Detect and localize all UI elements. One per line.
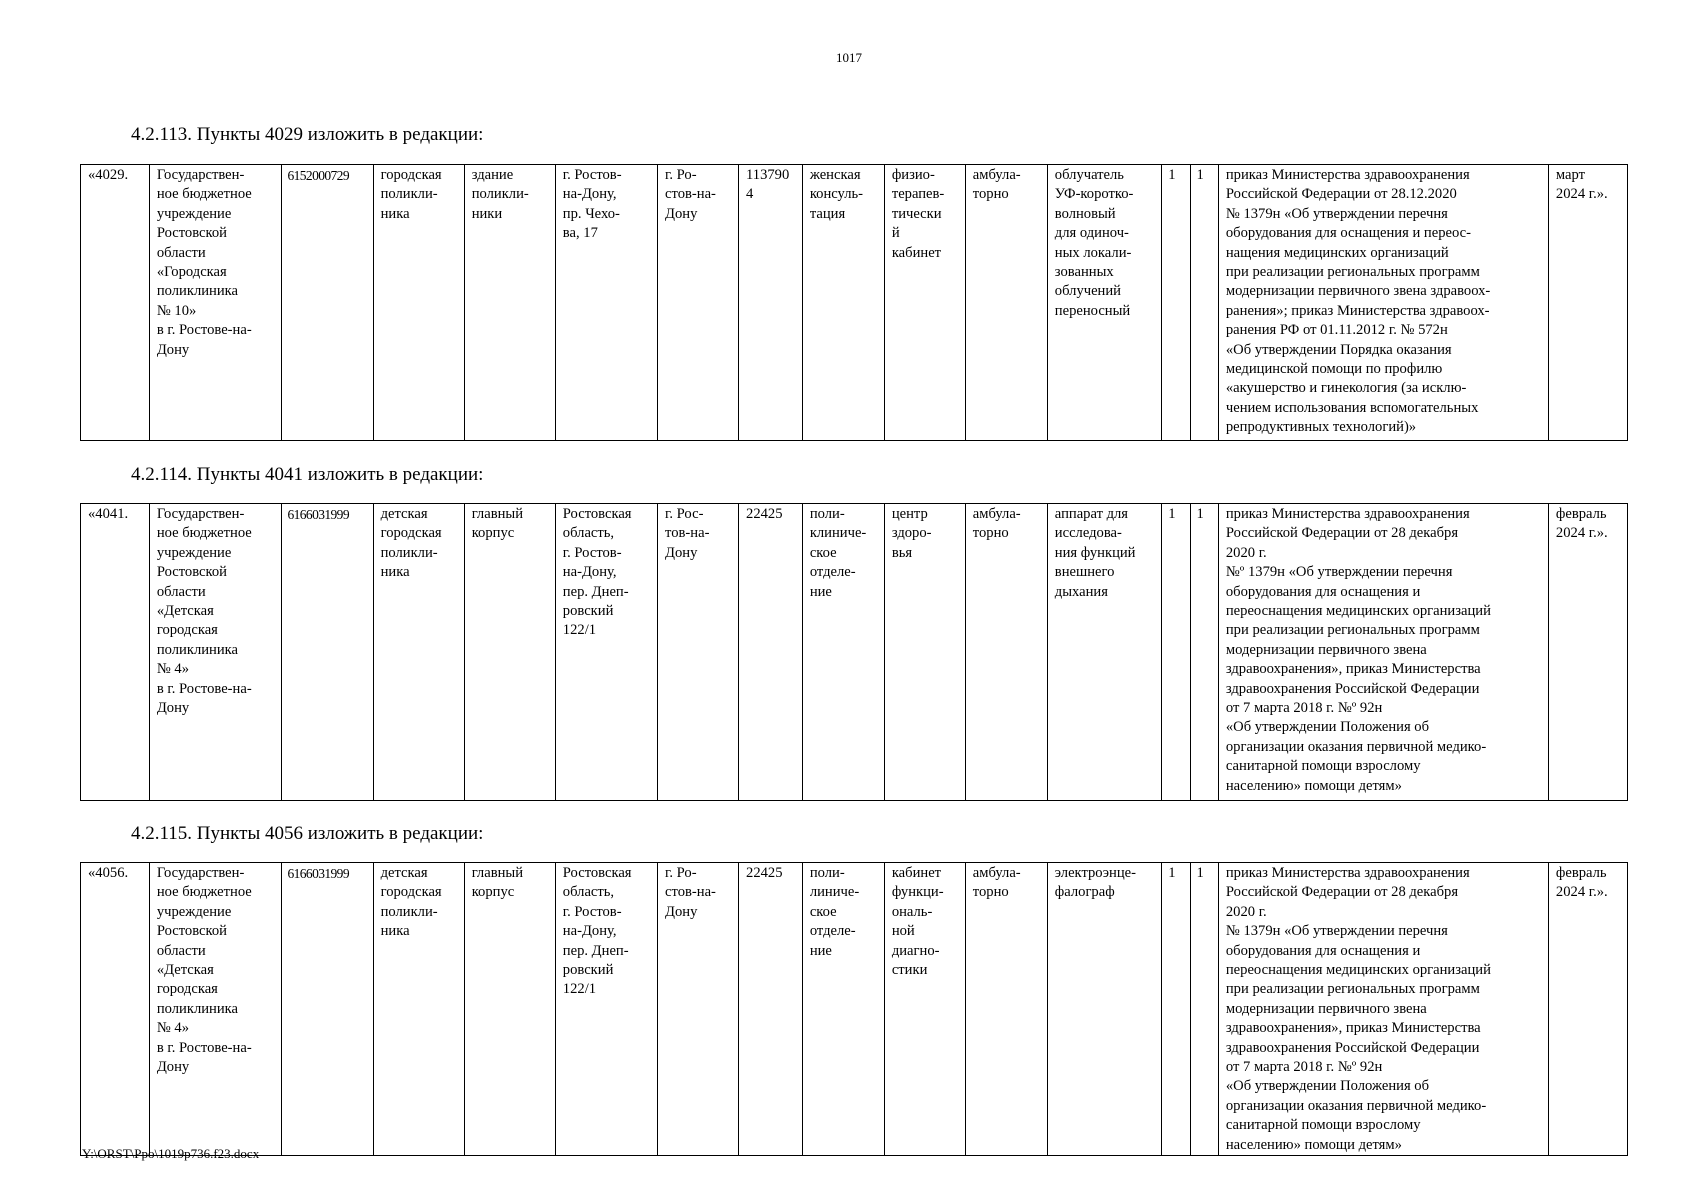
department-cell: поли- линиче- ское отделе- ние bbox=[802, 863, 884, 1156]
section-heading: 4.2.115. Пункты 4056 изложить в редакции: bbox=[131, 823, 484, 844]
section-heading: 4.2.114. Пункты 4041 изложить в редакции: bbox=[131, 464, 484, 485]
city-cell: г. Ро- стов-на- Дону bbox=[658, 165, 739, 441]
quantity-cell: 1 bbox=[1190, 165, 1218, 441]
care-mode-cell: амбула- торно bbox=[965, 863, 1047, 1156]
address-cell: Ростовская область, г. Ростов- на-Дону, пер. Днеп- ровский 122/1 bbox=[555, 863, 657, 1156]
department-cell: поли- клиниче- ское отделе- ние bbox=[802, 504, 884, 801]
legal-basis-cell: приказ Министерства здравоохранения Российской Федерации от 28 декабря 2020 г. №º 1379н «Об утверждении перечня оборудования для оснащения и переоснащения медицинских организаций при реализации региональных программ модернизации первичного звена здравоохранения», приказ Министерства здравоохранения Российской Федерации от 7 марта 2018 г. №º 92н «Об утверждении Положения об организации оказания первичной медико- санитарной помощи взрослому населению» помощи детям» bbox=[1218, 504, 1548, 801]
quantity-cell: 1 bbox=[1162, 504, 1190, 801]
care-mode-cell: амбула- торно bbox=[965, 504, 1047, 801]
address-cell: г. Ростов- на-Дону, пр. Чехо- ва, 17 bbox=[555, 165, 657, 441]
organization-cell: Государствен- ное бюджетное учреждение Ростовской области «Детская городская поликлиника № 4» в г. Ростове-на- Дону bbox=[149, 863, 282, 1156]
inn-cell: 6152000729 bbox=[282, 165, 373, 441]
facility-type-cell: детская городская поликли- ника bbox=[373, 504, 464, 801]
inn-cell: 6166031999 bbox=[282, 863, 373, 1156]
code-cell: 113790 4 bbox=[739, 165, 803, 441]
table-row bbox=[81, 504, 1628, 801]
file-path-footer: Y:\ORST\Ppo\1019p736.f23.docx bbox=[82, 1146, 260, 1161]
legal-basis-cell: приказ Министерства здравоохранения Российской Федерации от 28 декабря 2020 г. № 1379н «Об утверждении перечня оборудования для оснащения и переоснащения медицинских организаций при реализации региональных программ модернизации первичного звена здравоохранения», приказ Министерства здравоохранения Российской Федерации от 7 марта 2018 г. №º 92н «Об утверждении Положения об организации оказания первичной медико- санитарной помощи взрослому населению» помощи детям» bbox=[1218, 863, 1548, 1156]
organization-cell: Государствен- ное бюджетное учреждение Ростовской области «Детская городская поликлиника № 4» в г. Ростове-на- Дону bbox=[149, 504, 282, 801]
amendment-table bbox=[80, 862, 1628, 1156]
item-number-cell: «4029. bbox=[81, 165, 150, 441]
item-number-cell: «4041. bbox=[81, 504, 150, 801]
organization-cell: Государствен- ное бюджетное учреждение Ростовской области «Городская поликлиника № 10» в г. Ростове-на- Дону bbox=[149, 165, 282, 441]
equipment-cell: облучатель УФ-коротко- волновый для одиноч- ных локали- зованных облучений переносный bbox=[1047, 165, 1161, 441]
code-cell: 22425 bbox=[739, 863, 803, 1156]
table-row bbox=[81, 863, 1628, 1156]
item-number-cell: «4056. bbox=[81, 863, 150, 1156]
table-row bbox=[81, 165, 1628, 441]
building-cell: главный корпус bbox=[464, 504, 555, 801]
building-cell: здание поликли- ники bbox=[464, 165, 555, 441]
legal-basis-cell: приказ Министерства здравоохранения Российской Федерации от 28.12.2020 № 1379н «Об утверждении перечня оборудования для оснащения и переос- нащения медицинских организаций при реализации региональных программ модернизации первичного звена здравоох- ранения»; приказ Министерства здравоох- ранения РФ от 01.11.2012 г. № 572н «Об утверждении Порядка оказания медицинской помощи по профилю «акушерство и гинекология (за исклю- чением использования вспомогательных репродуктивных технологий)» bbox=[1218, 165, 1548, 441]
room-cell: кабинет функци- ональ- ной диагно- стики bbox=[884, 863, 965, 1156]
amendment-table bbox=[80, 503, 1628, 801]
room-cell: физио- терапев- тически й кабинет bbox=[884, 165, 965, 441]
section-heading: 4.2.113. Пункты 4029 изложить в редакции: bbox=[131, 124, 484, 145]
deadline-cell: февраль 2024 г.». bbox=[1548, 504, 1627, 801]
quantity-cell: 1 bbox=[1162, 165, 1190, 441]
equipment-cell: аппарат для исследова- ния функций внешнего дыхания bbox=[1047, 504, 1161, 801]
city-cell: г. Рос- тов-на- Дону bbox=[658, 504, 739, 801]
deadline-cell: февраль 2024 г.». bbox=[1548, 863, 1627, 1156]
facility-type-cell: городская поликли- ника bbox=[373, 165, 464, 441]
deadline-cell: март 2024 г.». bbox=[1548, 165, 1627, 441]
room-cell: центр здоро- вья bbox=[884, 504, 965, 801]
inn-cell: 6166031999 bbox=[282, 504, 373, 801]
equipment-cell: электроэнце- фалограф bbox=[1047, 863, 1161, 1156]
amendment-table bbox=[80, 164, 1628, 441]
care-mode-cell: амбула- торно bbox=[965, 165, 1047, 441]
quantity-cell: 1 bbox=[1190, 863, 1218, 1156]
quantity-cell: 1 bbox=[1190, 504, 1218, 801]
building-cell: главный корпус bbox=[464, 863, 555, 1156]
address-cell: Ростовская область, г. Ростов- на-Дону, пер. Днеп- ровский 122/1 bbox=[555, 504, 657, 801]
code-cell: 22425 bbox=[739, 504, 803, 801]
page-number: 1017 bbox=[836, 50, 862, 65]
department-cell: женская консуль- тация bbox=[802, 165, 884, 441]
city-cell: г. Ро- стов-на- Дону bbox=[658, 863, 739, 1156]
facility-type-cell: детская городская поликли- ника bbox=[373, 863, 464, 1156]
quantity-cell: 1 bbox=[1162, 863, 1190, 1156]
